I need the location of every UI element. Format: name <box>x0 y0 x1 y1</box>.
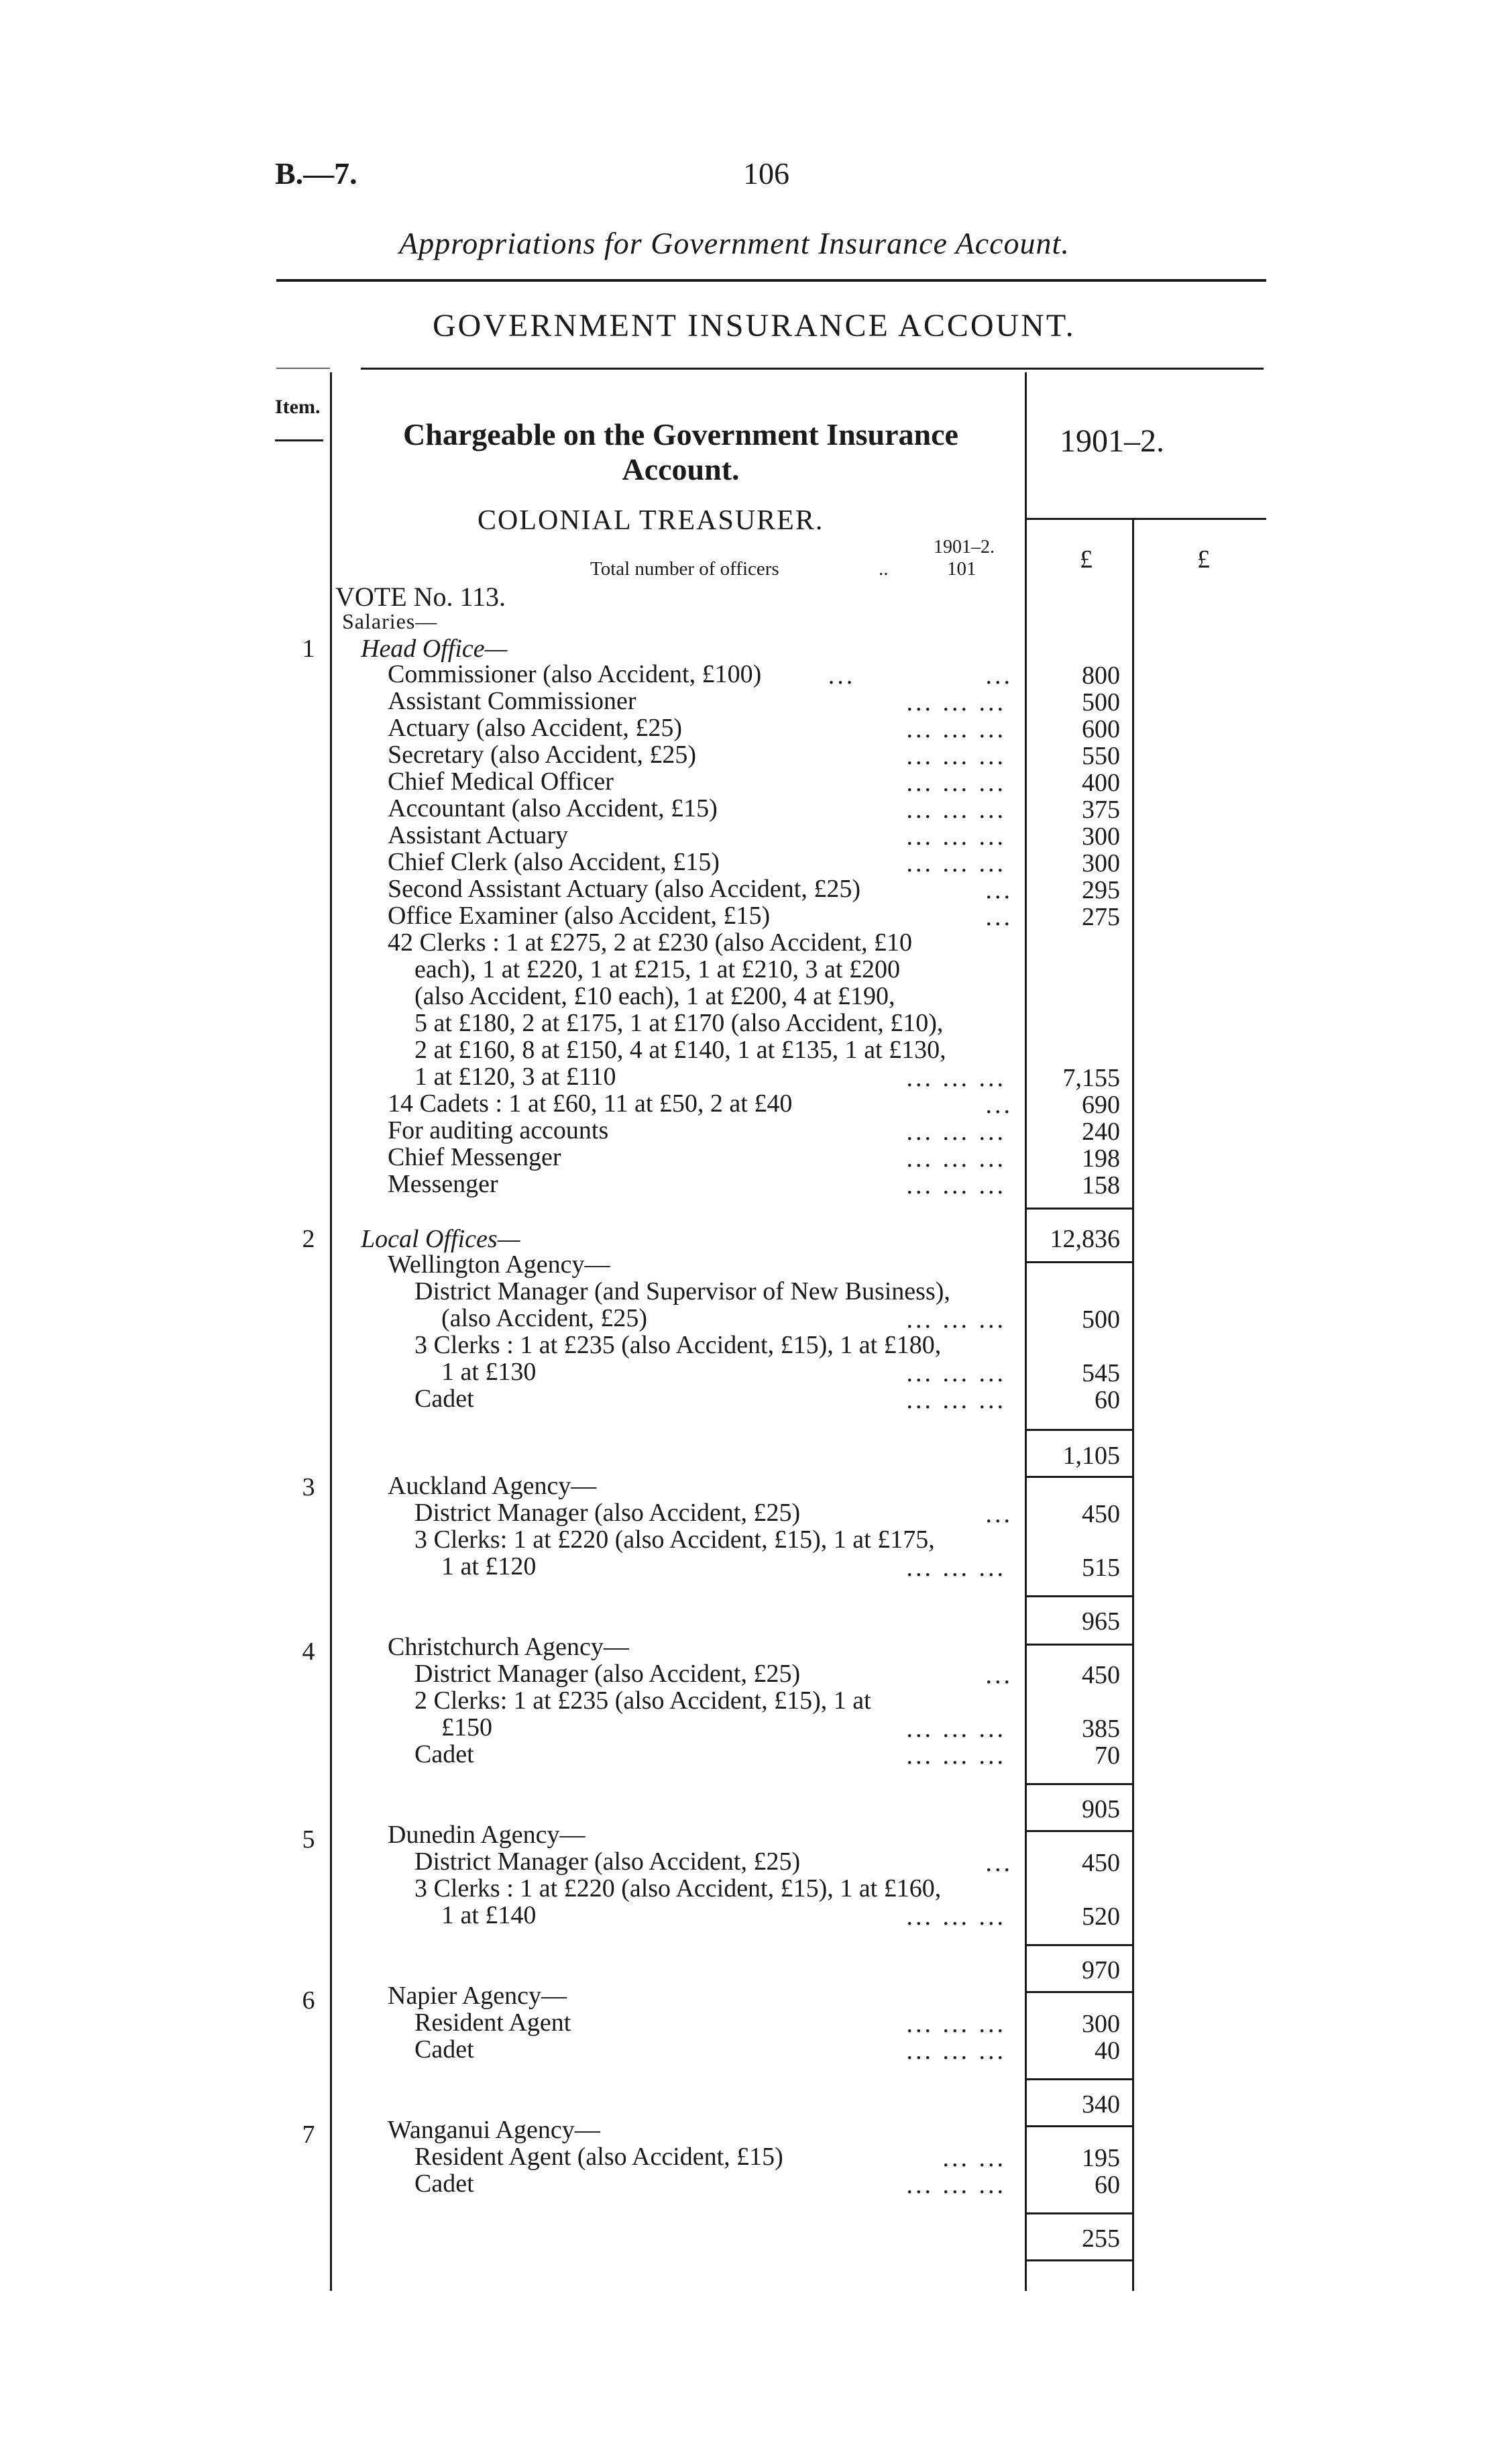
auckland-total: 965 <box>1082 1607 1120 1636</box>
item-number: 6 <box>302 1986 315 2015</box>
page-number: 106 <box>743 156 789 191</box>
manager-line: (also Accident, £25) <box>441 1304 648 1332</box>
dot-leader: ... ... ... <box>906 1554 1006 1582</box>
line-item-amount: 300 <box>1082 849 1120 877</box>
dot-leader: ... <box>985 903 1013 931</box>
dot-leader: ... ... ... <box>906 1903 1006 1931</box>
officers-leader: .. <box>879 558 889 580</box>
dot-leader: ... ... ... <box>906 1064 1006 1092</box>
officers-year: 1901–2. <box>934 537 995 557</box>
line-item-amount: 690 <box>1082 1091 1120 1119</box>
line-item-label: Office Examiner (also Accident, £15) <box>388 902 771 930</box>
item-number: 3 <box>302 1473 315 1501</box>
dot-leader: ... ... ... <box>906 1144 1006 1173</box>
line-item-amount: 600 <box>1082 715 1120 743</box>
subtotal-rule <box>1026 2259 1132 2261</box>
line-item-amount: 450 <box>1082 1500 1120 1528</box>
item-number: 1 <box>302 635 315 663</box>
subtotal-rule <box>1026 1429 1132 1431</box>
dot-leader: ... ... ... <box>906 2010 1006 2038</box>
dunedin-total: 970 <box>1082 1956 1120 1984</box>
cadet-label: Cadet <box>414 1385 474 1413</box>
line-item-amount: 240 <box>1082 1118 1120 1146</box>
item-number: 2 <box>302 1225 315 1253</box>
dot-leader: ... <box>828 661 856 690</box>
clerks-line: (also Accident, £10 each), 1 at £200, 4 at £190, <box>414 982 895 1010</box>
agency-heading: Auckland Agency— <box>388 1472 597 1500</box>
amount-column-divider <box>1025 372 1027 2291</box>
line-item-label: Actuary (also Accident, £25) <box>388 714 682 742</box>
manager-line: District Manager (also Accident, £25) <box>414 1660 801 1688</box>
dot-leader: ... <box>985 1661 1013 1689</box>
agency-heading: Christchurch Agency— <box>388 1633 629 1661</box>
local-offices-heading: Local Offices— <box>361 1225 520 1253</box>
dot-leader: ... ... ... <box>906 1359 1006 1387</box>
dot-leader: ... ... ... <box>906 849 1006 877</box>
line-item-amount: 70 <box>1095 1742 1120 1770</box>
department-heading: COLONIAL TREASURER. <box>478 505 824 536</box>
subtotal-rule <box>1026 1261 1132 1263</box>
line-item-label: Commissioner (also Accident, £100) <box>388 660 762 688</box>
dot-leader: ... ... <box>942 2144 1006 2172</box>
clerks-line: 1 at £120, 3 at £110 <box>414 1063 616 1091</box>
line-item-label: Secretary (also Accident, £25) <box>388 741 697 769</box>
line-item-amount: 450 <box>1082 1661 1120 1689</box>
line-item-amount: 400 <box>1082 769 1120 797</box>
item-number: 7 <box>302 2121 315 2149</box>
line-item-amount: 158 <box>1082 1171 1120 1199</box>
clerks-line: each), 1 at £220, 1 at £215, 1 at £210, 3 at £200 <box>414 955 900 983</box>
line-item-amount: 198 <box>1082 1144 1120 1173</box>
dot-leader: ... ... ... <box>906 1742 1006 1770</box>
year-header-rule <box>1025 518 1266 520</box>
line-item-amount: 450 <box>1082 1849 1120 1877</box>
item-header-rule <box>275 439 323 441</box>
subtotal-rule <box>1026 1991 1132 1993</box>
subtotal-rule <box>1026 1944 1132 1946</box>
line-item-amount: 520 <box>1082 1903 1120 1931</box>
head-office-heading: Head Office— <box>361 635 508 663</box>
dot-leader: ... ... ... <box>906 1305 1006 1334</box>
subtotal-rule <box>1026 1595 1132 1597</box>
officers-label: Total number of officers <box>590 558 779 580</box>
dot-leader: ... ... ... <box>906 1386 1006 1414</box>
agency-heading: Wanganui Agency— <box>388 2116 600 2144</box>
line-item-label: Accountant (also Accident, £15) <box>388 794 718 822</box>
line-item-amount: 275 <box>1082 903 1120 931</box>
clerks-line: £150 <box>441 1713 492 1742</box>
agent-label: Resident Agent (also Accident, £15) <box>414 2143 783 2171</box>
line-item-label: Chief Messenger <box>388 1143 561 1171</box>
line-item-amount: 550 <box>1082 742 1120 770</box>
chargeable-column-header: Chargeable on the Government Insurance Account. <box>403 417 958 486</box>
pound-sign-column-2: £ <box>1197 545 1210 574</box>
line-item-amount: 500 <box>1082 688 1120 716</box>
dot-leader: ... ... ... <box>906 742 1006 770</box>
line-item-label: For auditing accounts <box>388 1116 609 1144</box>
dot-leader: ... ... ... <box>906 715 1006 743</box>
line-item-amount: 545 <box>1082 1359 1120 1387</box>
header-rule <box>276 279 1266 282</box>
subtotal-rule <box>1026 1830 1132 1832</box>
dot-leader: ... ... ... <box>906 1118 1006 1146</box>
subtotal-rule <box>1026 1208 1132 1210</box>
year-column-header: 1901–2. <box>1060 423 1164 459</box>
line-item-amount: 515 <box>1082 1554 1120 1582</box>
cadet-label: Cadet <box>414 1740 474 1768</box>
line-item-amount: 7,155 <box>1062 1064 1120 1092</box>
item-column-divider <box>330 372 332 2291</box>
table-top-rule-left <box>276 368 330 369</box>
dot-leader: ... <box>985 876 1013 904</box>
vote-number: VOTE No. 113. <box>335 582 506 612</box>
page-subtitle: Appropriations for Government Insurance Account. <box>399 226 1070 260</box>
agency-heading: Wellington Agency— <box>388 1250 610 1279</box>
wanganui-total: 255 <box>1082 2225 1120 2253</box>
line-item-label: Assistant Commissioner <box>388 687 636 715</box>
line-item-label: Chief Medical Officer <box>388 767 614 796</box>
line-item-amount: 60 <box>1095 1386 1120 1414</box>
main-title: GOVERNMENT INSURANCE ACCOUNT. <box>433 308 1076 343</box>
dot-leader: ... ... ... <box>906 796 1006 824</box>
officers-count: 101 <box>947 558 977 580</box>
clerks-line: 1 at £140 <box>441 1901 537 1929</box>
subtotal-rule <box>1026 1476 1132 1478</box>
clerks-line: 3 Clerks : 1 at £220 (also Accident, £15), 1 at £160, <box>414 1874 942 1903</box>
item-number: 4 <box>302 1638 315 1666</box>
dot-leader: ... ... ... <box>906 1715 1006 1743</box>
dot-leader: ... <box>985 1091 1013 1119</box>
line-item-label: Second Assistant Actuary (also Accident, £25) <box>388 875 860 903</box>
line-item-amount: 800 <box>1082 661 1120 690</box>
dot-leader: ... <box>985 1849 1013 1877</box>
subtotal-rule <box>1026 1783 1132 1785</box>
dot-leader: ... <box>985 1500 1013 1528</box>
wellington-total: 1,105 <box>1062 1442 1120 1470</box>
clerks-line: 42 Clerks : 1 at £275, 2 at £230 (also Accident, £10 <box>388 928 913 957</box>
clerks-line: 1 at £120 <box>441 1552 537 1581</box>
line-item-label: Assistant Actuary <box>388 821 569 849</box>
manager-line: District Manager (also Accident, £25) <box>414 1499 801 1527</box>
item-column-header: Item. <box>275 396 321 418</box>
line-item-amount: 385 <box>1082 1715 1120 1743</box>
line-item-amount: 295 <box>1082 876 1120 904</box>
head-office-total: 12,836 <box>1050 1225 1120 1253</box>
line-item-label: Chief Clerk (also Accident, £15) <box>388 848 720 876</box>
line-item-label: 14 Cadets : 1 at £60, 11 at £50, 2 at £40 <box>388 1089 793 1118</box>
subtotal-rule <box>1026 1644 1132 1646</box>
page-code: B.—7. <box>275 156 357 191</box>
item-number: 5 <box>302 1825 315 1854</box>
agent-label: Resident Agent <box>414 2008 571 2037</box>
dot-leader: ... ... ... <box>906 822 1006 851</box>
pound-sign-column-1: £ <box>1080 545 1093 574</box>
subtotal-rule <box>1026 2212 1132 2214</box>
line-item-amount: 375 <box>1082 796 1120 824</box>
clerks-line: 2 Clerks: 1 at £235 (also Accident, £15), 1 at <box>414 1686 871 1715</box>
pound-column-divider <box>1132 520 1134 2291</box>
table-top-rule <box>361 368 1264 370</box>
dot-leader: ... ... ... <box>906 1171 1006 1199</box>
dot-leader: ... ... ... <box>906 2171 1006 2199</box>
clerks-line: 5 at £180, 2 at £175, 1 at £170 (also Accident, £10), <box>414 1009 944 1037</box>
subtotal-rule <box>1026 2125 1132 2127</box>
napier-total: 340 <box>1082 2090 1120 2119</box>
christchurch-total: 905 <box>1082 1795 1120 1823</box>
clerks-line: 1 at £130 <box>441 1358 537 1386</box>
dot-leader: ... ... ... <box>906 2037 1006 2065</box>
dot-leader: ... <box>985 661 1013 690</box>
salaries-heading: Salaries— <box>342 609 438 633</box>
line-item-amount: 500 <box>1082 1305 1120 1334</box>
line-item-amount: 300 <box>1082 822 1120 851</box>
dot-leader: ... ... ... <box>906 769 1006 797</box>
line-item-amount: 60 <box>1095 2171 1120 2199</box>
line-item-amount: 40 <box>1095 2037 1120 2065</box>
cadet-label: Cadet <box>414 2035 474 2064</box>
line-item-label: Messenger <box>388 1170 498 1198</box>
subtotal-rule <box>1026 2078 1132 2080</box>
agency-heading: Napier Agency— <box>388 1982 567 2010</box>
clerks-line: 2 at £160, 8 at £150, 4 at £140, 1 at £135, 1 at £130, <box>414 1036 946 1064</box>
line-item-amount: 300 <box>1082 2010 1120 2038</box>
agency-heading: Dunedin Agency— <box>388 1821 586 1849</box>
line-item-amount: 195 <box>1082 2144 1120 2172</box>
clerks-line: 3 Clerks : 1 at £235 (also Accident, £15), 1 at £180, <box>414 1331 942 1359</box>
clerks-line: 3 Clerks: 1 at £220 (also Accident, £15), 1 at £175, <box>414 1525 935 1554</box>
dot-leader: ... ... ... <box>906 688 1006 716</box>
manager-line: District Manager (also Accident, £25) <box>414 1847 801 1876</box>
cadet-label: Cadet <box>414 2170 474 2198</box>
manager-line: District Manager (and Supervisor of New Business), <box>414 1277 950 1305</box>
